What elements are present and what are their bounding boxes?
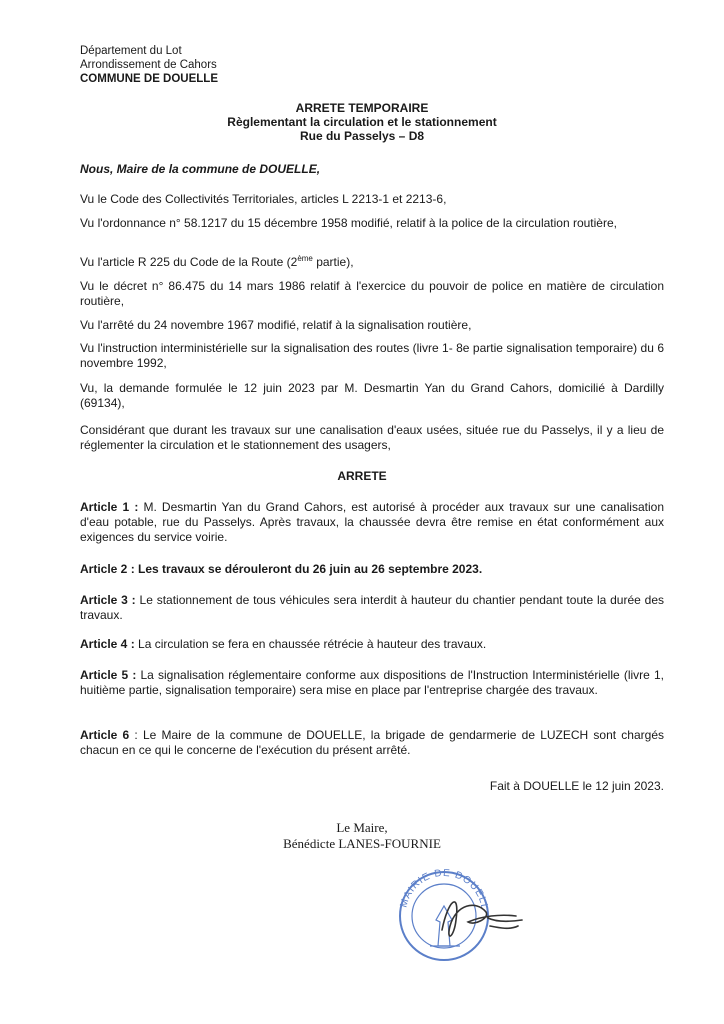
article-6-label: Article 6 [80,728,130,742]
article-5-label: Article 5 : [80,668,137,682]
signature-block [0,820,724,852]
article-2 [80,562,664,577]
article-1 [80,500,664,545]
vu-5-text: Vu l'arrêté du 24 novembre 1967 modifié, relatif à la signalisation routière, [80,318,472,332]
article-5-text: La signalisation réglementaire conforme aux dispositions de l'Instruction Interministérielle (livre 1, huitième partie, signalisation temporaire) sera mise en place par l'entreprise chargée des travaux. [80,668,664,697]
mayor-role: Le Maire, [336,820,388,835]
article-3 [80,593,664,623]
preamble-nous: Nous, Maire de la commune de DOUELLE, [80,162,321,176]
mayor-name: Bénédicte LANES-FOURNIE [283,836,441,851]
vu-5 [80,318,664,333]
vu-2-text: Vu l'ordonnance n° 58.1217 du 15 décembre 1958 modifié, relatif à la police de la circulation routière, [80,216,617,230]
article-5 [80,668,664,698]
article-1-text: M. Desmartin Yan du Grand Cahors, est autorisé à procéder aux travaux sur une canalisation d'eau potable, rue du Passelys. Après travaux, la chaussée devra être remise en état conformément aux exigences du service voirie. [80,500,664,544]
official-stamp [390,860,530,965]
title-line-3: Rue du Passelys – D8 [299,129,425,143]
vu-2 [80,216,664,231]
vu-1 [80,192,664,207]
arrondissement-line: Arrondissement de Cahors [80,59,217,71]
stamp-lettering: MAIRIE DE DOUELL [398,867,490,912]
arrete-heading: ARRETE [337,469,387,483]
vu-4-text: Vu le décret n° 86.475 du 14 mars 1986 relatif à l'exercice du pouvoir de police en matière de circulation routière, [80,279,664,308]
issuer-header [80,44,218,86]
article-1-label: Article 1 : [80,500,139,514]
article-2-label: Article 2 : [80,562,135,576]
stamp-seal-icon [390,860,530,965]
article-4-text: La circulation se fera en chaussée rétrécie à hauteur des travaux. [134,637,487,651]
title-line-1: ARRETE TEMPORAIRE [295,101,429,115]
article-6-text: : Le Maire de la commune de DOUELLE, la brigade de gendarmerie de LUZECH sont chargés chacun en ce qui le concerne de l'exécution du présent arrêté. [80,728,664,757]
vu-7-text: Vu, la demande formulée le 12 juin 2023 par M. Desmartin Yan du Grand Cahors, domicilié à Dardilly (69134), [80,381,664,410]
vu-7 [80,381,664,411]
vu-3-sup: ème [297,254,313,263]
vu-6 [80,341,664,371]
vu-6-text: Vu l'instruction interministérielle sur la signalisation des routes (livre 1- 8e partie signalisation temporaire) du 6 novembre 1992, [80,341,664,370]
commune-line: COMMUNE DE DOUELLE [80,73,218,85]
vu-3 [80,255,664,270]
article-3-text: Le stationnement de tous véhicules sera interdit à hauteur du chantier pendant toute la durée des travaux. [80,593,664,622]
vu-1-text: Vu le Code des Collectivités Territoriales, articles L 2213-1 et 2213-6, [80,192,447,206]
article-4-label: Article 4 : [80,637,135,651]
vu-3-text [80,255,664,270]
stamp-inner-ring [412,884,476,948]
article-3-label: Article 3 : [80,593,136,607]
department-line: Département du Lot [80,45,182,57]
considerant-text: Considérant que durant les travaux sur une canalisation d'eaux usées, située rue du Passelys, il y a lieu de réglementer la circulation et le stationnement des usagers, [80,423,664,452]
signoff-date: Fait à DOUELLE le 12 juin 2023. [489,779,664,793]
article-6 [80,728,664,758]
vu-3-post: partie), [312,255,354,269]
vu-4 [80,279,664,309]
considerant [80,423,664,453]
document-title [0,101,724,143]
article-2-text: Les travaux se dérouleront du 26 juin au 26 septembre 2023. [134,562,483,576]
vu-3-pre: Vu l'article R 225 du Code de la Route (2 [80,255,298,269]
article-4 [80,637,664,652]
title-line-2: Règlementant la circulation et le stationnement [227,115,497,129]
